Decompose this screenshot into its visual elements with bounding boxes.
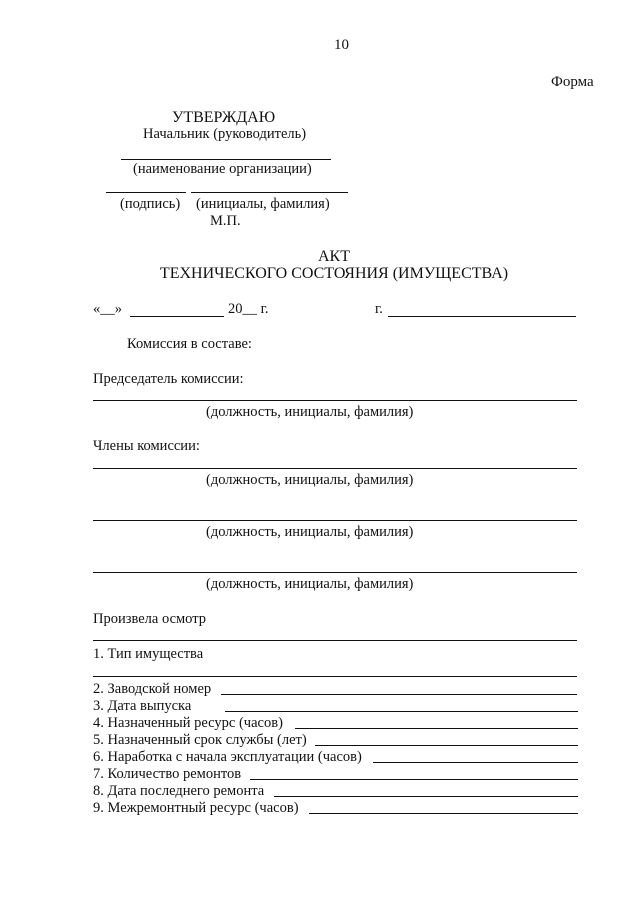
member-line-2 [93,520,577,521]
form-label: Форма [551,74,594,90]
city-label: г. [375,301,383,317]
act-subtitle: ТЕХНИЧЕСКОГО СОСТОЯНИЯ (ИМУЩЕСТВА) [159,265,509,282]
inspection-label: Произвела осмотр [93,611,206,627]
member-line-1 [93,468,577,469]
field-release-date: 3. Дата выпуска [93,698,192,714]
field-service-life-line [315,745,578,746]
chairman-caption: (должность, инициалы, фамилия) [206,404,414,420]
field-last-repair-date: 8. Дата последнего ремонта [93,783,265,799]
field-property-type: 1. Тип имущества [93,646,204,662]
member-caption-2: (должность, инициалы, фамилия) [206,524,414,540]
date-day: «__» [93,301,122,317]
member-line-3 [93,572,577,573]
field-interrepair-resource-line [309,813,578,814]
date-year: 20__ г. [228,301,269,317]
field-operating-hours: 6. Наработка с начала эксплуатации (часов) [93,749,362,765]
chairman-line [93,400,577,401]
field-service-life: 5. Назначенный срок службы (лет) [93,732,307,748]
field-serial-number: 2. Заводской номер [93,681,212,697]
field-assigned-resource-line [295,728,578,729]
commission-intro: Комиссия в составе: [127,336,252,352]
signature-caption: (подпись) [120,196,181,212]
field-interrepair-resource: 9. Межремонтный ресурс (часов) [93,800,299,816]
field-property-type-line [93,676,577,677]
org-name-line [121,159,331,160]
field-last-repair-date-line [274,796,578,797]
field-operating-hours-line [373,762,578,763]
field-repair-count: 7. Количество ремонтов [93,766,242,782]
initials-line [191,192,348,193]
inspection-line [93,640,577,641]
act-title: АКТ [318,248,350,265]
members-label: Члены комиссии: [93,438,200,454]
member-caption-3: (должность, инициалы, фамилия) [206,576,414,592]
approval-title: УТВЕРЖДАЮ [172,109,276,126]
signature-line [106,192,186,193]
city-line [388,316,576,317]
member-caption-1: (должность, инициалы, фамилия) [206,472,414,488]
field-serial-number-line [221,694,577,695]
field-repair-count-line [250,779,578,780]
stamp-label: М.П. [210,213,241,229]
page-number: 10 [334,37,349,53]
date-month-line [130,316,224,317]
org-name-caption: (наименование организации) [133,161,312,177]
approval-position: Начальник (руководитель) [143,126,307,142]
field-assigned-resource: 4. Назначенный ресурс (часов) [93,715,283,731]
field-release-date-line [225,711,578,712]
chairman-label: Председатель комиссии: [93,371,244,387]
initials-caption: (инициалы, фамилия) [196,196,330,212]
